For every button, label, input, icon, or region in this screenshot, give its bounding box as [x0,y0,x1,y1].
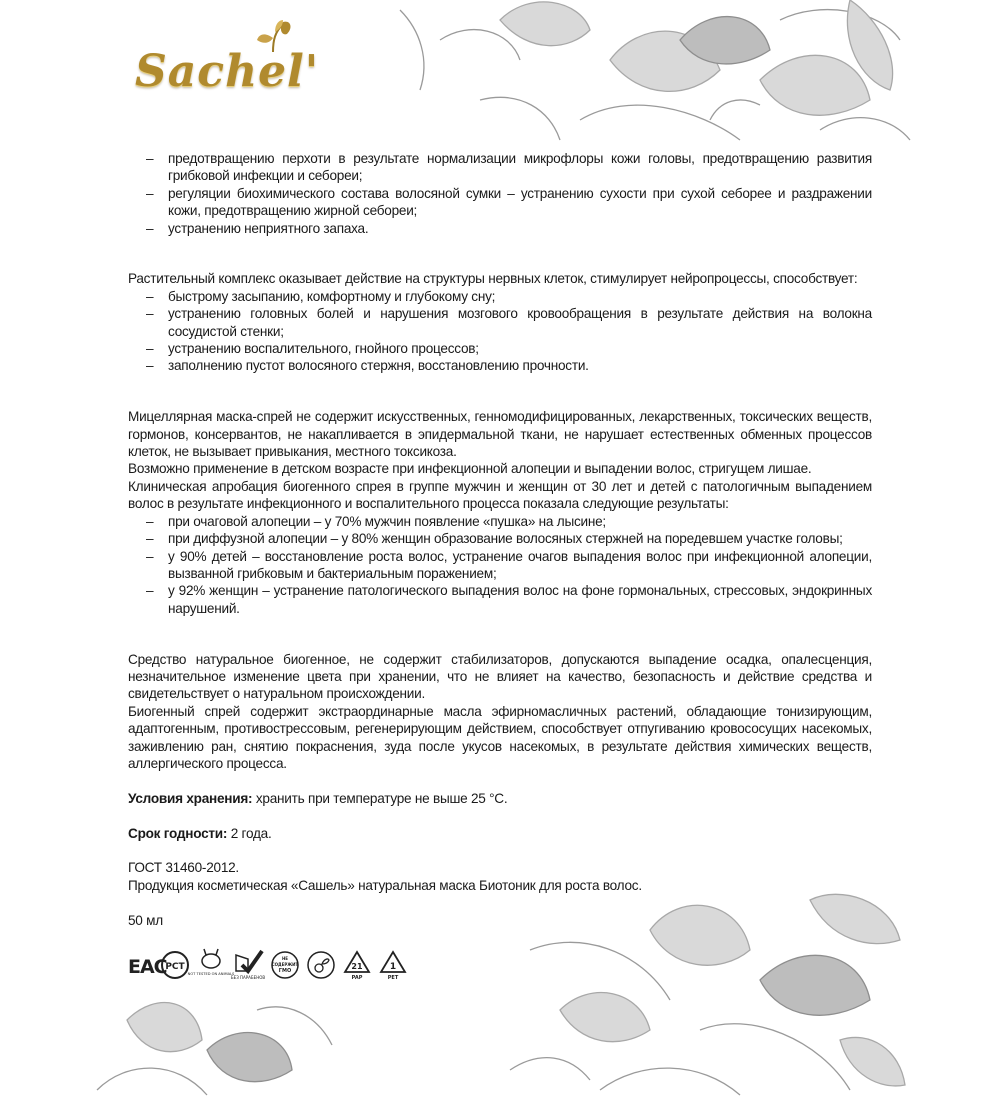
list-item: – устранению воспалительного, гнойного процессов; [128,340,872,357]
recycle-pap-icon [342,949,372,981]
gost-standard: ГОСТ 31460-2012. [128,860,239,876]
brand-logo [135,10,345,100]
recycle-pet-icon [378,949,408,981]
shelf-life [128,825,872,842]
list-item: – быстрому засыпанию, комфортному и глубокому сну; [128,288,872,305]
clinical-trial-paragraph: Клиническая апробация биогенного спрея в группе мужчин и женщин от 30 лет и детей с патологичным выпадением волос в результате инфекционного и воспалительного процесса показала следующие результаты: [128,478,872,512]
list-item: – у 90% детей – восстановление роста волос, устранение очагов выпадения волос при инфекционной алопеции, вызванной грибковым и бактериальным поражением; [128,548,872,583]
shelf-life-value: 2 года. [227,825,272,841]
children-use-paragraph: Возможно применение в детском возрасте при инфекционной алопеции и выпадении волос, стригущем лишае. [128,461,812,477]
results-list [128,513,872,617]
eac-mark-icon [128,949,167,981]
no-parabens-icon [232,949,264,981]
list-item: – регуляции биохимического состава волосяной сумки – устранению сухости при сухой себорее и раздражении кожи, предотвращению жирной себореи; [128,185,872,220]
natural-product-paragraph: Средство натуральное биогенное, не содержит стабилизаторов, допускаются выпадение осадка, опалесценция, незначительное изменение цвета при хранении, что не влияет на качество, безопасность и действие средства и свидетельствует о натуральном происхождении. [128,651,872,702]
hypoallergenic-icon [306,949,336,981]
plant-complex-intro: Растительный комплекс оказывает действие на структуры нервных клеток, стимулирует нейропроцессы, способствует: [128,271,858,287]
product-description: Продукция косметическая «Сашель» натуральная маска Биотоник для роста волос. [128,877,642,893]
pct-mark-icon [160,949,190,981]
pet-number: 1 [389,962,397,972]
benefits-list-2 [128,288,872,375]
list-item: – устранению головных болей и нарушения мозгового кровообращения в результате действия на волокна сосудистой стенки; [128,305,872,340]
composition-paragraph: Мицеллярная маска-спрей не содержит искусственных, генномодифицированных, лекарственных, токсических веществ, гормонов, консервантов, не накапливается в эпидермальной ткани, не нарушает естественных обменных процессов клеток, не вызывает привыкания, местного токсикоза. [128,409,872,460]
pap-label: PAP [351,975,363,981]
pet-label: PET [387,975,399,981]
no-gmo-icon [270,949,300,981]
pap-number: 21 [351,962,363,971]
logo-text: Sachel' [135,46,320,97]
essential-oils-paragraph: Биогенный спрей содержит экстраординарные масла эфирномасличных растений, обладающие тонизирующим, адаптогенным, противострессовым, регенерирующим действием, способствует отпугиванию кровососущих насекомых, заживлению ран, снятию покраснения, зуда после укусов насекомых, в результате действия химических веществ, аллергического процесса. [128,703,872,771]
not-tested-text: NOT TESTED ON ANIMALS [187,972,235,976]
list-item: – у 92% женщин – устранение патологического выпадения волос на фоне гормональных, стрессовых, эндокринных нарушений. [128,582,872,617]
list-item: – устранению неприятного запаха. [128,220,872,237]
eac-text: EAC [128,956,167,978]
volume: 50 мл [128,912,163,928]
list-item: – предотвращению перхоти в результате нормализации микрофлоры кожи головы, предотвращению развития грибковой инфекции и себореи; [128,150,872,185]
no-gmo-line3: ГМО [278,968,292,974]
certification-marks [128,948,408,982]
no-gmo-line2: СОДЕРЖИТ [271,962,299,967]
list-item: – заполнению пустот волосяного стержня, восстановлению прочности. [128,357,872,374]
not-tested-on-animals-icon [187,949,235,981]
no-parabens-text: БЕЗ ПАРАБЕНОВ [230,975,266,980]
storage-value: хранить при температуре не выше 25 °С. [252,790,508,806]
storage-conditions [128,790,872,807]
shelf-life-label: Срок годности: [128,825,228,841]
pct-text: PCT [165,962,185,972]
list-item: – при очаговой алопеции – у 70% мужчин появление «пушка» на лысине; [128,513,872,530]
no-gmo-line1: НЕ [281,956,289,961]
benefits-list-1 [128,150,872,237]
list-item: – при диффузной алопеции – у 80% женщин образование волосяных стержней на поредевшем участке головы; [128,530,872,547]
document-body [128,150,872,929]
storage-label: Условия хранения: [128,790,253,806]
